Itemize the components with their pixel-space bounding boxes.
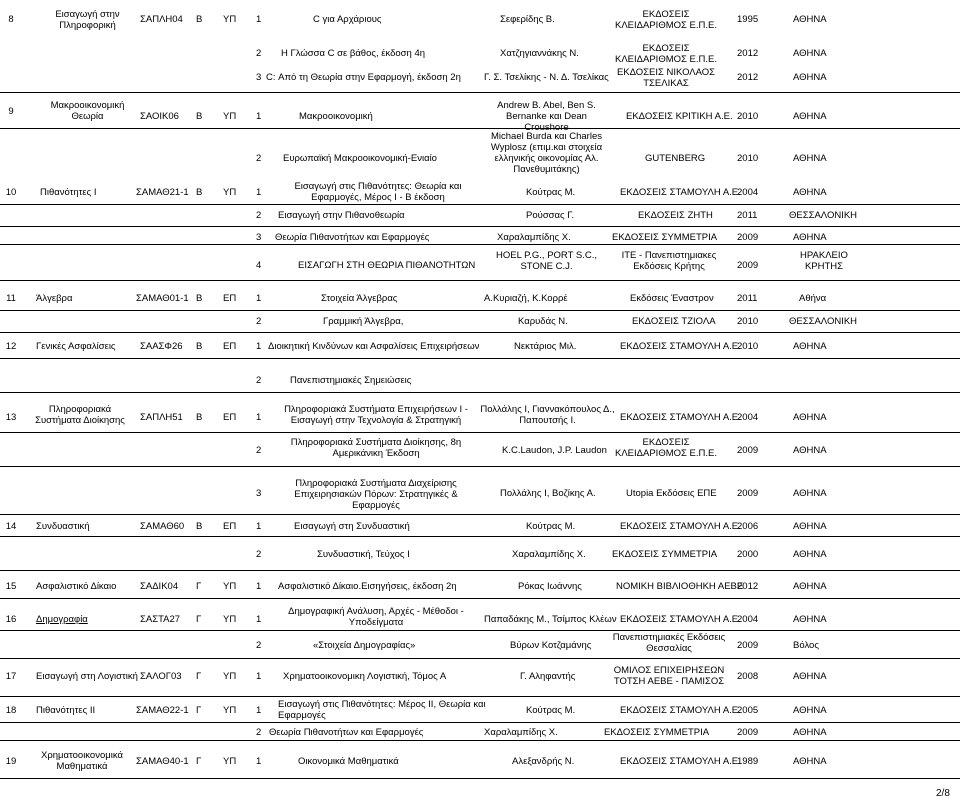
course-code: ΣΑΛΟΓ03 (140, 671, 182, 682)
course-year: Β (196, 341, 203, 352)
book-city: ΑΘΗΝΑ (793, 705, 827, 716)
book-index: 2 (256, 375, 262, 386)
course-name: Πιθανότητες ΙΙ (36, 705, 96, 716)
book-author: Χαραλαμπίδης Χ. (512, 549, 586, 560)
book-author: Ρούσσας Γ. (526, 210, 575, 221)
book-year: 1995 (737, 14, 759, 25)
course-code: ΣΑΔΙΚ04 (140, 581, 179, 592)
book-city: ΑΘΗΝΑ (793, 445, 827, 456)
book-publisher: ΕΚΔΟΣΕΙΣ ΚΡΙΤΙΚΗ Α.Ε. (626, 111, 733, 122)
book-city: ΑΘΗΝΑ (793, 488, 827, 499)
course-code: ΣΑΠΛΗ04 (140, 14, 183, 25)
book-city: Αθήνα (799, 293, 827, 304)
book-author: Νεκτάριος Μιλ. (514, 341, 577, 352)
book-year: 2011 (737, 293, 758, 304)
book-index: 1 (256, 521, 262, 532)
book-publisher: ΝΟΜΙΚΗ ΒΙΒΛΙΟΘΗΚΗ ΑΕΒΕ (616, 581, 744, 592)
book-city: ΑΘΗΝΑ (793, 671, 827, 682)
book-city: Βόλος (793, 640, 819, 651)
book-title: Ευρωπαϊκή Μακροοικονομική-Ενιαίο (283, 153, 437, 164)
book-publisher: ΕΚΔΟΣΕΙΣ ΚΛΕΙΔΑΡΙΘΜΟΣ Ε.Π.Ε. (615, 437, 717, 459)
course-name: Άλγεβρα (36, 293, 73, 304)
book-title: Μακροοικονομική (299, 111, 373, 122)
course-name: Πληροφοριακά Συστήματα Διοίκησης (35, 404, 125, 426)
course-type: ΥΠ (223, 14, 237, 25)
course-type: ΥΠ (223, 614, 237, 625)
row-number: 14 (5, 521, 17, 532)
book-city: ΘΕΣΣΑΛΟΝΙΚΗ (789, 210, 858, 221)
book-publisher: ΟΜΙΛΟΣ ΕΠΙΧΕΙΡΗΣΕΩΝ ΤΟΤΣΗ ΑΕΒΕ - ΠΑΜΙΣΟΣ (613, 665, 725, 687)
course-type: ΥΠ (223, 756, 237, 767)
book-publisher: ΕΚΔΟΣΕΙΣ ΣΤΑΜΟΥΛΗ Α.Ε. (620, 614, 741, 625)
row-number: 15 (5, 581, 17, 592)
book-index: 1 (256, 341, 262, 352)
book-author: Κούτρας Μ. (526, 705, 576, 716)
book-publisher: Utopia Εκδόσεις ΕΠΕ (626, 488, 717, 499)
course-type: ΥΠ (223, 111, 237, 122)
book-author: K.C.Laudon, J.P. Laudon (502, 445, 607, 456)
book-title: Εισαγωγή στη Συνδυαστική (294, 521, 410, 532)
book-author: Αλεξανδρής Ν. (512, 756, 575, 767)
book-index: 2 (256, 727, 262, 738)
book-city: ΑΘΗΝΑ (793, 581, 827, 592)
book-year: 2006 (737, 521, 759, 532)
course-year: Β (196, 111, 203, 122)
book-title: «Στοιχεία Δημογραφίας» (313, 640, 416, 651)
book-author: Ρόκας Ιωάννης (518, 581, 582, 592)
book-title: Η Γλώσσα C σε βάθος, έκδοση 4η (281, 48, 426, 59)
book-year: 2004 (737, 412, 759, 423)
book-title: Ασφαλιστικό Δίκαιο.Εισηγήσεις, έκδοση 2η (278, 581, 457, 592)
course-type: ΕΠ (223, 412, 237, 423)
book-title: C: Από τη Θεωρία στην Εφαρμογή, έκδοση 2η (266, 72, 461, 83)
book-publisher: ΕΚΔΟΣΕΙΣ ΣΤΑΜΟΥΛΗ Α.Ε. (620, 187, 741, 198)
course-name: Δημογραφία (36, 614, 88, 625)
book-author: Α.Κυριαζή, Κ.Κορρέ (484, 293, 568, 304)
book-author: Κούτρας Μ. (526, 187, 576, 198)
book-index: 1 (256, 412, 262, 423)
book-year: 2010 (737, 153, 759, 164)
course-year: Β (196, 14, 203, 25)
book-year: 2009 (737, 488, 759, 499)
book-title: Συνδυαστική, Τεύχος Ι (317, 549, 410, 560)
course-type: ΕΠ (223, 521, 237, 532)
book-publisher: ΕΚΔΟΣΕΙΣ ΣΤΑΜΟΥΛΗ Α.Ε. (620, 756, 741, 767)
book-index: 3 (256, 488, 262, 499)
book-author: Andrew B. Abel, Ben S. Bernanke και Dean Croushore (497, 100, 596, 133)
book-year: 2012 (737, 581, 759, 592)
book-publisher: ΕΚΔΟΣΕΙΣ ΣΤΑΜΟΥΛΗ Α.Ε. (620, 341, 741, 352)
book-year: 2012 (737, 48, 759, 59)
book-author: Michael Burda και Charles Wyplosz (επιμ.και στοιχεία ελληνικής οικονομίας Αλ. Πανεθυμιτάκης) (490, 131, 603, 175)
book-publisher: ΕΚΔΟΣΕΙΣ ΣΥΜΜΕΤΡΙΑ (612, 232, 718, 243)
book-index: 1 (256, 614, 262, 625)
course-year: Β (196, 293, 203, 304)
course-type: ΥΠ (223, 671, 237, 682)
course-name: Μακροοικονομική Θεωρία (50, 100, 125, 122)
book-year: 1989 (737, 756, 759, 767)
book-author: Χαραλαμπίδης Χ. (484, 727, 558, 738)
course-code: ΣΑΜΑΘ40-1 (136, 756, 189, 767)
row-number: 16 (5, 614, 17, 625)
book-index: 1 (256, 756, 262, 767)
book-city: ΘΕΣΣΑΛΟΝΙΚΗ (789, 316, 858, 327)
book-city: ΑΘΗΝΑ (793, 187, 827, 198)
row-number: 13 (5, 412, 17, 423)
book-year: 2009 (737, 640, 759, 651)
page-number: 2/8 (936, 788, 950, 799)
book-publisher: Πανεπιστημιακές Εκδόσεις Θεσσαλίας (612, 632, 726, 654)
row-number: 10 (5, 187, 17, 198)
book-title: Πληροφοριακά Συστήματα Επιχειρήσεων Ι - Εισαγωγή στην Τεχνολογία & Στρατηγική (284, 404, 468, 426)
row-number: 19 (5, 756, 17, 767)
row-number: 11 (6, 293, 16, 304)
course-code: ΣΑΜΑΘ01-1 (136, 293, 189, 304)
book-city: ΑΘΗΝΑ (793, 412, 827, 423)
course-type: ΥΠ (223, 581, 237, 592)
course-year: Γ (196, 756, 202, 767)
course-code: ΣΑΜΑΘ60 (140, 521, 185, 532)
book-city: ΑΘΗΝΑ (793, 48, 827, 59)
book-title: Εισαγωγή στις Πιθανότητες: Θεωρία και Εφαρμογές, Μέρος Ι - Β έκδοση (294, 181, 462, 203)
book-index: 1 (256, 14, 262, 25)
book-publisher: Εκδόσεις Έναστρον (630, 293, 714, 304)
book-index: 2 (256, 153, 262, 164)
course-name: Εισαγωγή στη Λογιστική (36, 671, 138, 682)
course-name: Χρηματοοικονομικά Μαθηματικά (41, 750, 123, 772)
book-publisher: ΕΚΔΟΣΕΙΣ ΝΙΚΟΛΑΟΣ ΤΣΕΛΙΚΑΣ (616, 67, 716, 89)
book-title: Εισαγωγή στην Πιθανοθεωρία (278, 210, 405, 221)
course-code: ΣΑΜΑΘ22-1 (136, 705, 189, 716)
book-city: ΑΘΗΝΑ (793, 341, 827, 352)
book-year: 2005 (737, 705, 759, 716)
course-code: ΣΑΠΛΗ51 (140, 412, 183, 423)
book-year: 2004 (737, 614, 759, 625)
book-city: ΑΘΗΝΑ (793, 153, 827, 164)
book-index: 1 (256, 187, 262, 198)
book-city: ΑΘΗΝΑ (793, 549, 827, 560)
book-author: Σεφερίδης Β. (500, 14, 555, 25)
course-name: Γενικές Ασφαλίσεις (36, 341, 116, 352)
book-city: ΑΘΗΝΑ (793, 727, 827, 738)
course-name: Πιθανότητες Ι (40, 187, 97, 198)
book-author: Καρυδάς Ν. (518, 316, 568, 327)
book-city: ΑΘΗΝΑ (793, 111, 827, 122)
course-year: Γ (196, 581, 202, 592)
row-number: 18 (5, 705, 17, 716)
book-publisher: ΕΚΔΟΣΕΙΣ ΣΥΜΜΕΤΡΙΑ (612, 549, 718, 560)
book-publisher: ΕΚΔΟΣΕΙΣ ΚΛΕΙΔΑΡΙΘΜΟΣ Ε.Π.Ε. (615, 43, 717, 65)
book-author: Πολλάλης Ι, Βοζίκης Α. (500, 488, 596, 499)
book-title: Πανεπιστημιακές Σημειώσεις (290, 375, 412, 386)
course-year: Β (196, 187, 203, 198)
course-type: ΥΠ (223, 705, 237, 716)
course-year: Γ (196, 614, 202, 625)
row-number: 17 (5, 671, 17, 682)
book-title: Θεωρία Πιθανοτήτων και Εφαρμογές (275, 232, 430, 243)
book-publisher: ΕΚΔΟΣΕΙΣ ΚΛΕΙΔΑΡΙΘΜΟΣ Ε.Π.Ε. (615, 9, 717, 31)
course-code: ΣΑΜΑΘ21-1 (136, 187, 189, 198)
course-code: ΣΑΣΤΑ27 (140, 614, 181, 625)
book-index: 1 (256, 671, 262, 682)
course-year: Β (196, 521, 203, 532)
book-title: Γραμμική Άλγεβρα, (323, 316, 404, 327)
book-publisher: ΕΚΔΟΣΕΙΣ ΣΥΜΜΕΤΡΙΑ (604, 727, 710, 738)
book-index: 3 (256, 72, 262, 83)
book-title: Οικονομικά Μαθηματικά (298, 756, 399, 767)
book-year: 2009 (737, 445, 759, 456)
book-index: 2 (256, 445, 262, 456)
book-title: Δημογραφική Ανάλυση, Αρχές - Μέθοδοι - Υποδείγματα (288, 606, 464, 628)
course-type: ΕΠ (223, 293, 237, 304)
course-name: Συνδυαστική (36, 521, 90, 532)
book-city: ΑΘΗΝΑ (793, 14, 827, 25)
book-year: 2009 (737, 260, 759, 271)
book-title: Πληροφοριακά Συστήματα Διαχείρισης Επιχειρησιακών Πόρων: Στρατηγικές & Εφαρμογές (294, 478, 458, 511)
course-name: Εισαγωγή στην Πληροφορική (55, 9, 120, 31)
book-author: Γ. Αληφαντής (520, 671, 576, 682)
book-index: 2 (256, 210, 262, 221)
book-title: Χρηματοοικονομικη Λογιστική, Τόμος Α (283, 671, 447, 682)
book-index: 1 (256, 705, 262, 716)
course-year: Γ (196, 705, 202, 716)
book-city: ΗΡΑΚΛΕΙΟ ΚΡΗΤΗΣ (800, 250, 848, 272)
book-city: ΑΘΗΝΑ (793, 521, 827, 532)
book-index: 2 (256, 48, 262, 59)
book-title: C για Αρχάριους (313, 14, 382, 25)
book-author: Χατζηγιαννάκης Ν. (500, 48, 579, 59)
book-publisher: ΕΚΔΟΣΕΙΣ ΣΤΑΜΟΥΛΗ Α.Ε. (620, 705, 741, 716)
book-publisher: ΕΚΔΟΣΕΙΣ ΤΖΙΟΛΑ (632, 316, 716, 327)
course-code: ΣΑΑΣΦ26 (140, 341, 183, 352)
course-code: ΣΑΟΙΚ06 (140, 111, 179, 122)
book-author: HOEL P.G., PORT S.C., STONE C.J. (495, 250, 598, 272)
course-type: ΥΠ (223, 187, 237, 198)
course-year: Γ (196, 671, 202, 682)
book-year: 2010 (737, 111, 759, 122)
book-year: 2009 (737, 232, 759, 243)
book-publisher: ΕΚΔΟΣΕΙΣ ΣΤΑΜΟΥΛΗ Α.Ε. (620, 521, 741, 532)
book-city: ΑΘΗΝΑ (793, 72, 827, 83)
book-author: Παπαδάκης Μ., Τσίμπος Κλέων (484, 614, 617, 625)
book-year: 2012 (737, 72, 759, 83)
book-title: Πληροφοριακά Συστήματα Διοίκησης, 8η Αμερικάνικη Έκδοση (290, 437, 462, 459)
book-index: 1 (256, 111, 262, 122)
row-number: 9 (8, 106, 14, 117)
course-type: ΕΠ (223, 341, 237, 352)
book-author: Κούτρας Μ. (526, 521, 576, 532)
book-title: ΕΙΣΑΓΩΓΗ ΣΤΗ ΘΕΩΡΙΑ ΠΙΘΑΝΟΤΗΤΩΝ (298, 260, 476, 271)
row-number: 12 (5, 341, 17, 352)
book-author: Χαραλαμπίδης Χ. (497, 232, 571, 243)
book-year: 2004 (737, 187, 759, 198)
book-index: 4 (256, 260, 262, 271)
book-year: 2000 (737, 549, 759, 560)
book-title: Εισαγωγή στις Πιθανότητες: Μέρος ΙΙ, Θεωρία και Εφαρμογές (278, 699, 486, 721)
book-title: Διοικητική Κινδύνων και Ασφαλίσεις Επιχειρήσεων (268, 341, 480, 352)
row-number: 8 (8, 14, 14, 25)
book-title: Θεωρία Πιθανοτήτων και Εφαρμογές (269, 727, 424, 738)
book-author: Πολλάλης Ι, Γιαννακόπουλος Δ., Παπουτσής Ι. (480, 404, 615, 426)
book-index: 2 (256, 549, 262, 560)
book-year: 2010 (737, 316, 759, 327)
book-index: 3 (256, 232, 262, 243)
book-year: 2009 (737, 727, 759, 738)
book-author: Γ. Σ. Τσελίκης - Ν. Δ. Τσελίκας (484, 72, 609, 83)
book-publisher: ITE - Πανεπιστημιακες Εκδόσεις Κρήτης (621, 250, 717, 272)
course-name: Ασφαλιστικό Δίκαιο (36, 581, 117, 592)
book-year: 2010 (737, 341, 759, 352)
book-year: 2011 (737, 210, 758, 221)
book-city: ΑΘΗΝΑ (793, 614, 827, 625)
book-index: 2 (256, 640, 262, 651)
book-publisher: ΕΚΔΟΣΕΙΣ ΖΗΤΗ (638, 210, 713, 221)
book-publisher: GUTENBERG (645, 153, 706, 164)
course-year: Β (196, 412, 203, 423)
book-publisher: ΕΚΔΟΣΕΙΣ ΣΤΑΜΟΥΛΗ Α.Ε. (620, 412, 741, 423)
book-index: 1 (256, 293, 262, 304)
book-city: ΑΘΗΝΑ (793, 756, 827, 767)
book-year: 2008 (737, 671, 759, 682)
book-title: Στοιχεία Άλγεβρας (321, 293, 398, 304)
book-author: Βύρων Κοτζαμάνης (510, 640, 592, 651)
book-index: 1 (256, 581, 262, 592)
book-index: 2 (256, 316, 262, 327)
book-city: ΑΘΗΝΑ (793, 232, 827, 243)
